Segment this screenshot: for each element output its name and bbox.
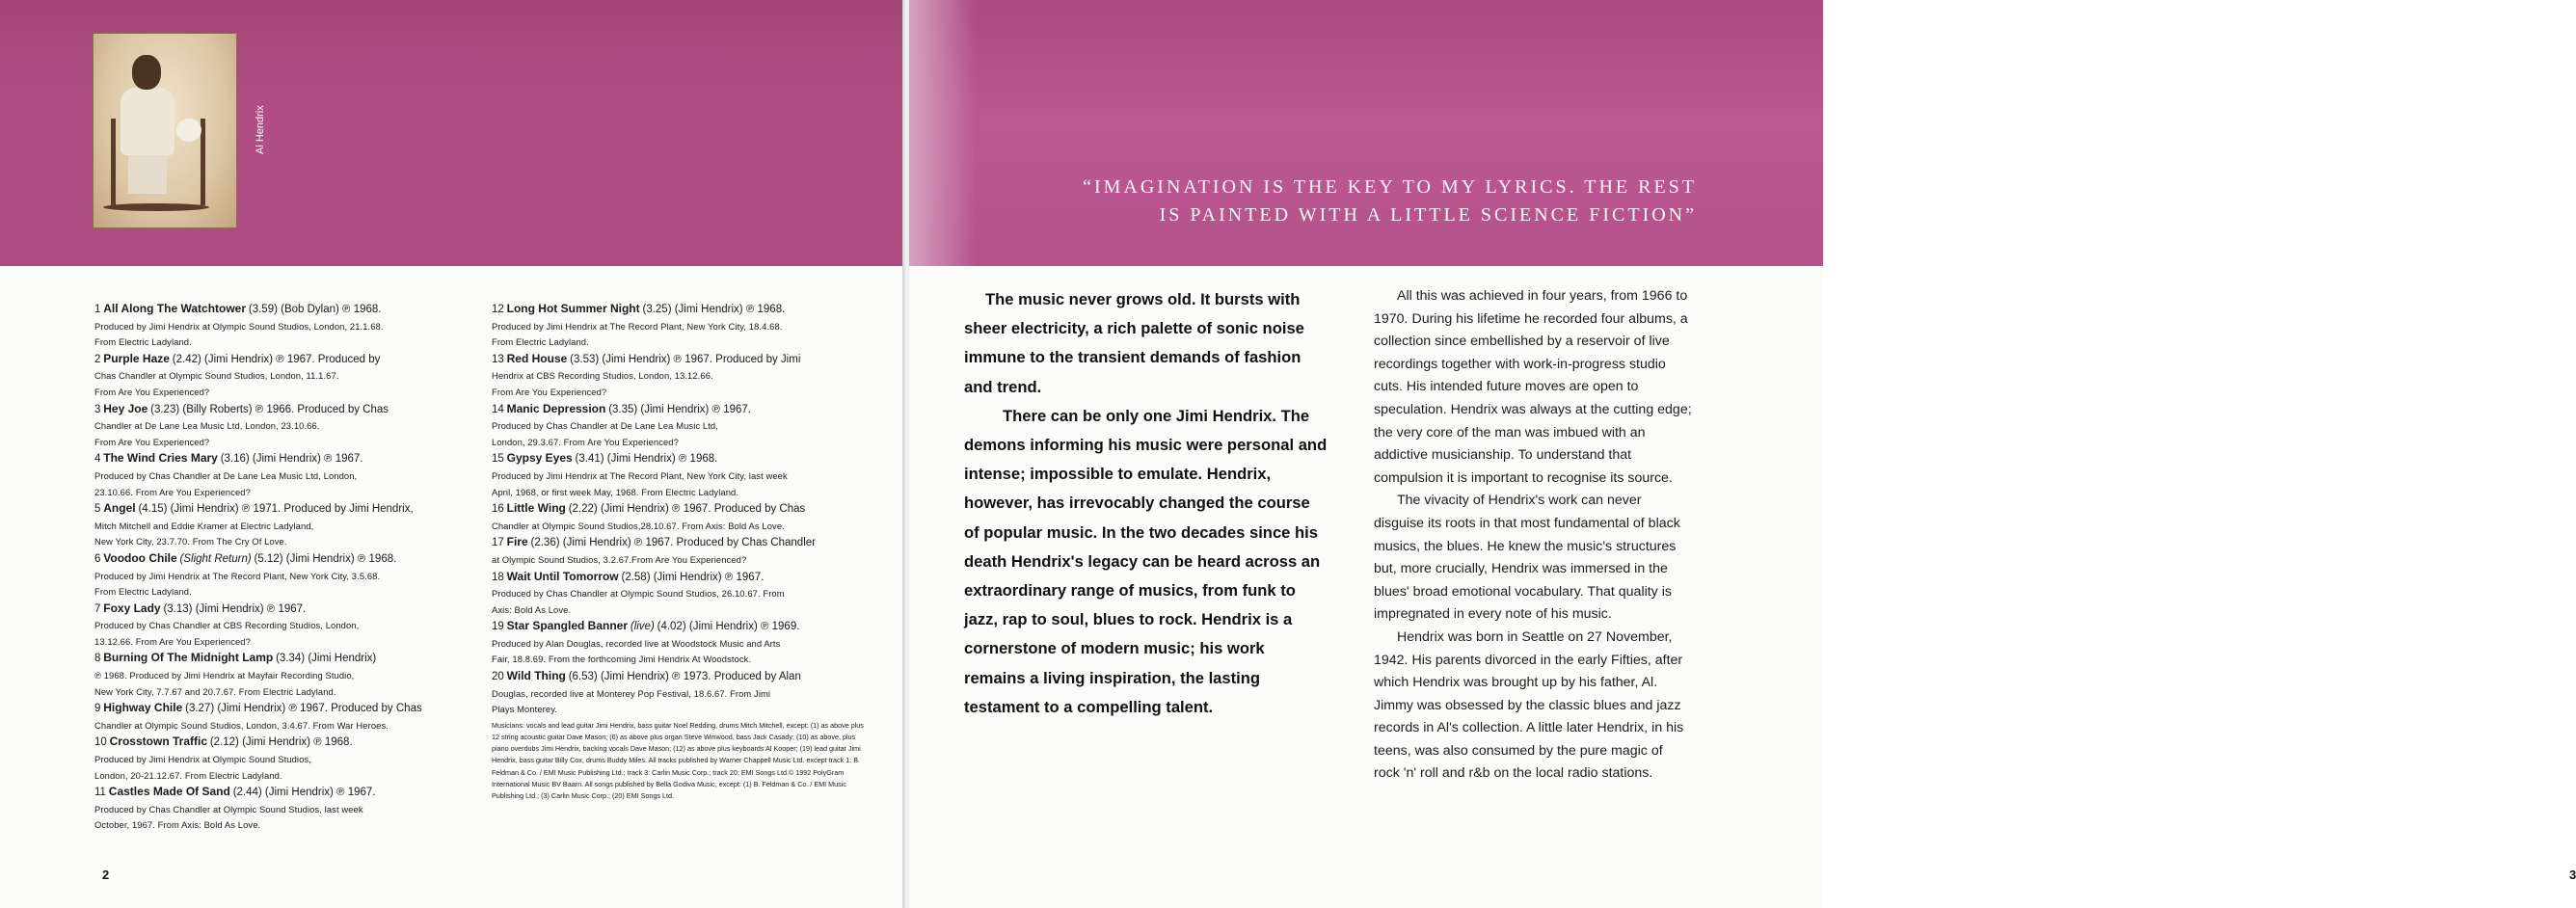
track-credit: Produced by Jimi Hendrix at The Record Plant, New York City, last week	[492, 469, 788, 481]
track-credit: London, 20-21.12.67. From Electric Ladyland.	[94, 769, 282, 781]
track-credit: Produced by Alan Douglas, recorded live at Woodstock Music and Arts	[492, 637, 781, 649]
track-meta: (3.53) (Jimi Hendrix) ℗ 1967. Produced by Jimi	[570, 353, 801, 365]
musicians-credits: Musicians: vocals and lead guitar Jimi Hendrix, bass guitar Noel Redding, drums Mitch Mitchell, except: (1) as above plus 12 string acoustic guitar Dave Mason; (6) as above plus organ Steve Winwood, bass Jack Casady; (10) as above, plus piano overdubs Jimi Hendrix, backing vocals Dave Mason; (12) as above plus keyboards Al Kooper; (19) lead guitar Jimi Hendrix, bass guitar Billy Cox, drums Buddy Miles. All tracks published by Warner Chappell Music Ltd. except track 1: B. Feldman & Co. / EMI Music Publishing Ltd.; track 3: Carlin Music Corp.; track 20: EMI Songs Ltd.© 1992 PolyGram International Music BV Baarn. All songs published by Bella Godiva Music, except: (1) B. Feldman & Co. / EMI Music Publishing Ltd.; (3) Carlin Music Corp.; (20) EMI Songs Ltd.	[492, 720, 864, 801]
track-title: Red House	[506, 351, 568, 365]
pull-quote	[964, 174, 1697, 229]
track-meta: (5.12) (Jimi Hendrix) ℗ 1968.	[254, 552, 397, 565]
body-paragraph: All this was achieved in four years, from 1966 to 1970. During his lifetime he recorded four albums, a collection since embellished by a reservoir of live recordings together with work-in-progress studio cuts. His intended future moves are open to speculation. Hendrix was always at the cutting edge; the very core of the man was imbued with an addictive musicianship. To understand that compulsion it is important to recognise its source.	[1374, 288, 1692, 486]
track-credit: Axis: Bold As Love.	[492, 603, 572, 615]
track-entry	[492, 450, 870, 500]
track-number: 14	[492, 403, 504, 415]
track-entry	[492, 618, 870, 668]
track-credit: Mitch Mitchell and Eddie Kramer at Electric Ladyland,	[94, 520, 314, 531]
photo-toy	[176, 119, 201, 142]
track-credit: Chandler at De Lane Lea Music Ltd, London, 23.10.66.	[94, 420, 320, 432]
track-credit: New York City, 7.7.67 and 20.7.67. From Electric Ladyland.	[94, 685, 336, 697]
track-entry	[94, 401, 467, 451]
track-credit: April, 1968, or first week May, 1968. From Electric Ladyland.	[492, 486, 739, 497]
track-number: 6	[94, 552, 101, 565]
track-title: Hey Joe	[103, 401, 148, 415]
track-credit: Produced by Chas Chandler at Olympic Sound Studios, 26.10.67. From	[492, 588, 785, 600]
body-paragraph: The vivacity of Hendrix's work can never disguise its roots in that most fundamental of black musics, the blues. He knew the music's structures but, more crucially, Hendrix was immersed in the blues' broad emotional vocabulary. That quality is impregnated in every note of his music.	[1374, 493, 1680, 623]
photo-caption: Al Hendrix	[255, 105, 266, 154]
track-title: Wild Thing	[506, 669, 566, 683]
track-title: Angel	[103, 501, 136, 516]
track-number: 10	[94, 736, 107, 749]
track-credit: Fair, 18.8.69. From the forthcoming Jimi Hendrix At Woodstock.	[492, 654, 752, 665]
track-entry	[492, 500, 870, 534]
track-number: 16	[492, 503, 504, 516]
track-number: 8	[94, 653, 101, 665]
track-number: 11	[94, 787, 106, 799]
intro-paragraph: The music never grows old. It bursts with sheer electricity, a rich palette of sonic noise immune to the transient demands of fashion and trend.	[964, 290, 1304, 396]
track-credit: 13.12.66. From Are You Experienced?	[94, 635, 251, 647]
page-number-right: 3	[2569, 868, 2576, 882]
track-meta: (3.41) (Jimi Hendrix) ℗ 1968.	[575, 453, 718, 466]
track-credit: From Are You Experienced?	[492, 386, 607, 397]
track-meta: (2.36) (Jimi Hendrix) ℗ 1967. Produced by Chas Chandler	[530, 537, 816, 549]
track-entry	[94, 351, 467, 401]
track-number: 5	[94, 503, 101, 516]
track-credit: Produced by Jimi Hendrix at The Record Plant, New York City, 3.5.68.	[94, 570, 381, 581]
track-entry	[94, 601, 467, 651]
track-number: 7	[94, 602, 101, 615]
photo-rocker	[103, 203, 209, 211]
track-meta: (4.15) (Jimi Hendrix) ℗ 1971. Produced by Jimi Hendrix,	[138, 503, 414, 516]
body-text	[1374, 285, 1692, 786]
track-title: Highway Chile	[103, 701, 183, 715]
track-meta: (3.59) (Bob Dylan) ℗ 1968.	[248, 304, 382, 315]
track-meta: (3.25) (Jimi Hendrix) ℗ 1968.	[642, 304, 786, 315]
track-number: 2	[94, 353, 101, 365]
track-meta: (2.42) (Jimi Hendrix) ℗ 1967. Produced by	[172, 353, 381, 365]
photo-child-body	[121, 88, 174, 155]
track-meta: (3.27) (Jimi Hendrix) ℗ 1967. Produced by Chas	[185, 703, 422, 715]
track-meta: (2.12) (Jimi Hendrix) ℗ 1968.	[209, 736, 353, 749]
track-entry	[94, 301, 467, 351]
track-credit: Chandler at Olympic Sound Studios, London, 3.4.67. From War Heroes.	[94, 719, 389, 731]
track-credit: Produced by Jimi Hendrix at Olympic Sound Studios, London, 21.1.68.	[94, 320, 384, 332]
track-title: Foxy Lady	[103, 601, 161, 615]
track-number: 9	[94, 703, 101, 715]
childhood-photo	[93, 33, 237, 228]
track-title: All Along The Watchtower	[103, 302, 247, 315]
track-title-subtitle: (live)	[630, 621, 655, 633]
track-meta: (6.53) (Jimi Hendrix) ℗ 1973. Produced by Alan	[568, 671, 801, 683]
track-number: 4	[94, 453, 101, 466]
track-credit: From Electric Ladyland.	[492, 336, 589, 348]
track-credit: New York City, 23.7.70. From The Cry Of Love.	[94, 536, 287, 547]
track-entry	[94, 700, 467, 734]
track-number: 17	[492, 537, 504, 549]
intro-paragraph: There can be only one Jimi Hendrix. The demons informing his music were personal and intense; impossible to emulate. Hendrix, however, has irrevocably changed the course of popular music. In the two decades since his death Hendrix's legacy can be heard across an extraordinary range of musics, from funk to jazz, rap to soul, blues to rock. Hendrix is a cornerstone of modern music; his work remains a living inspiration, the lasting testament to a compelling talent.	[964, 406, 1328, 716]
track-credit: Produced by Jimi Hendrix at The Record Plant, New York City, 18.4.68.	[492, 320, 783, 332]
intro-text	[964, 285, 1328, 722]
track-credit: From Are You Experienced?	[94, 386, 210, 397]
track-credit: From Electric Ladyland.	[94, 336, 192, 348]
track-entry	[492, 534, 870, 568]
tracklist-column-1	[94, 301, 467, 834]
track-title: The Wind Cries Mary	[103, 451, 218, 466]
track-number: 3	[94, 403, 101, 415]
track-title: Fire	[506, 535, 528, 549]
track-title: Little Wing	[506, 501, 566, 516]
track-meta: (2.22) (Jimi Hendrix) ℗ 1967. Produced by Chas	[568, 503, 806, 516]
track-number: 13	[492, 353, 504, 365]
track-meta: (2.44) (Jimi Hendrix) ℗ 1967.	[232, 787, 376, 799]
track-credit: Produced by Chas Chandler at De Lane Lea Music Ltd,	[492, 420, 718, 432]
track-number: 18	[492, 571, 504, 583]
track-credit: 23.10.66. From Are You Experienced?	[94, 486, 251, 497]
track-number: 20	[492, 671, 504, 683]
track-credit: Hendrix at CBS Recording Studios, London, 13.12.66.	[492, 370, 713, 382]
track-entry	[492, 351, 870, 401]
track-meta: (2.58) (Jimi Hendrix) ℗ 1967.	[621, 571, 765, 583]
track-entry	[492, 301, 870, 351]
track-entry	[94, 500, 467, 550]
left-page	[0, 0, 905, 908]
track-title: Gypsy Eyes	[506, 451, 573, 466]
tracklist-column-2	[492, 301, 870, 802]
track-credit: at Olympic Sound Studios, 3.2.67.From Are You Experienced?	[492, 553, 747, 565]
photo-legs	[128, 151, 167, 194]
photo-child-head	[132, 55, 161, 90]
track-title: Wait Until Tomorrow	[506, 569, 619, 583]
track-credit: Plays Monterey.	[492, 704, 558, 715]
track-entry	[492, 401, 870, 451]
track-credit: London, 29.3.67. From Are You Experienced?	[492, 436, 679, 447]
track-meta: (3.35) (Jimi Hendrix) ℗ 1967.	[608, 403, 751, 415]
track-credit: Produced by Jimi Hendrix at Olympic Sound Studios,	[94, 754, 311, 765]
track-credit: Chas Chandler at Olympic Sound Studios, London, 11.1.67.	[94, 370, 339, 382]
track-credit: Chandler at Olympic Sound Studios,28.10.67. From Axis: Bold As Love.	[492, 520, 785, 531]
track-title: Voodoo Chile	[103, 550, 177, 565]
track-meta: (3.16) (Jimi Hendrix) ℗ 1967.	[220, 453, 363, 466]
track-number: 12	[492, 304, 504, 315]
track-entry	[94, 734, 467, 784]
track-entry	[492, 668, 870, 718]
pull-quote-line-2: IS PAINTED WITH A LITTLE SCIENCE FICTION”	[1159, 204, 1697, 226]
track-title: Star Spangled Banner	[506, 619, 629, 633]
track-title: Burning Of The Midnight Lamp	[103, 651, 274, 665]
track-credit: Douglas, recorded live at Monterey Pop Festival, 18.6.67. From Jimi	[492, 687, 771, 699]
track-title-subtitle: (Slight Return)	[179, 552, 252, 565]
track-credit: Produced by Chas Chandler at CBS Recording Studios, London,	[94, 620, 360, 631]
track-credit: Produced by Chas Chandler at Olympic Sound Studios, last week	[94, 803, 363, 815]
track-credit: From Are You Experienced?	[94, 436, 210, 447]
track-title: Crosstown Traffic	[109, 734, 207, 749]
track-credit: From Electric Ladyland.	[94, 586, 192, 598]
pull-quote-line-1: “IMAGINATION IS THE KEY TO MY LYRICS. THE REST	[1083, 176, 1697, 198]
track-entry	[492, 569, 870, 619]
track-title: Castles Made Of Sand	[108, 785, 230, 799]
body-paragraph: Hendrix was born in Seattle on 27 November, 1942. His parents divorced in the early Fifties, after which Hendrix was brought up by his father, Al. Jimmy was obsessed by the classic blues and jazz records in Al's collection. A little later Hendrix, in his teens, was also consumed by the pure magic of rock 'n' roll and r&b on the local radio stations.	[1374, 628, 1684, 782]
track-meta: (3.23) (Billy Roberts) ℗ 1966. Produced by Chas	[150, 403, 389, 415]
track-entry	[94, 550, 467, 601]
track-meta: (3.34) (Jimi Hendrix)	[276, 653, 377, 665]
track-title: Long Hot Summer Night	[506, 302, 640, 315]
track-credit: October, 1967. From Axis: Bold As Love.	[94, 819, 261, 831]
track-entry	[94, 650, 467, 700]
track-title: Purple Haze	[103, 351, 170, 365]
track-number: 1	[94, 304, 101, 315]
track-title: Manic Depression	[506, 401, 606, 415]
track-number: 15	[492, 453, 504, 466]
track-entry	[94, 784, 467, 834]
page-number-left: 2	[102, 868, 110, 882]
track-entry	[94, 450, 467, 500]
track-meta: (3.13) (Jimi Hendrix) ℗ 1967.	[163, 602, 307, 615]
track-number: 19	[492, 621, 504, 633]
track-credit: ℗ 1968. Produced by Jimi Hendrix at Mayfair Recording Studio,	[94, 670, 355, 681]
track-meta: (4.02) (Jimi Hendrix) ℗ 1969.	[657, 621, 800, 633]
track-credit: Produced by Chas Chandler at De Lane Lea Music Ltd, London,	[94, 469, 358, 481]
